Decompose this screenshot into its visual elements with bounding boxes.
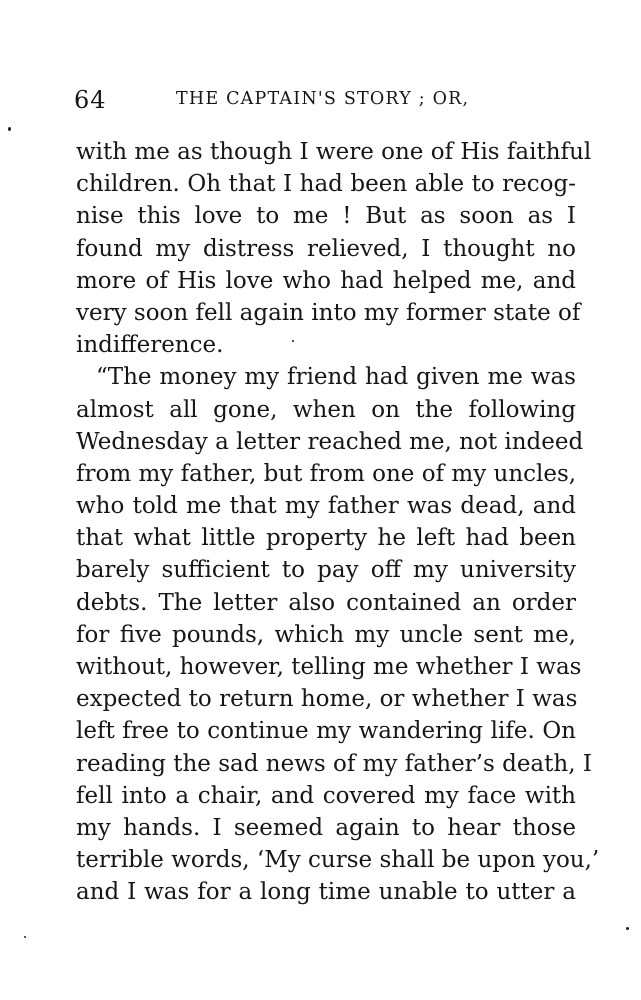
- page-header: [74, 84, 584, 116]
- scan-speck: [8, 127, 11, 131]
- text-line: terrible words, ‘My curse shall be upon you,’: [76, 847, 600, 874]
- running-head: THE CAPTAIN'S STORY ; OR,: [176, 89, 470, 109]
- page-number: 64: [74, 86, 107, 114]
- text-line: children. Oh that I had been able to recog-: [76, 171, 576, 198]
- text-line: indifference.: [76, 332, 224, 359]
- text-line: that what little property he left had been: [76, 525, 576, 552]
- text-line: expected to return home, or whether I was: [76, 686, 578, 713]
- scan-speck: [292, 340, 294, 342]
- scan-speck: [24, 936, 26, 938]
- text-line: with me as though I were one of His faithful: [76, 139, 592, 165]
- text-line: barely sufficient to pay off my university: [76, 557, 576, 584]
- text-line: my hands. I seemed again to hear those: [76, 814, 576, 841]
- text-line: left free to continue my wandering life. On: [76, 718, 576, 745]
- body-text: [76, 136, 600, 909]
- text-line: for five pounds, which my uncle sent me,: [76, 621, 576, 648]
- text-line: reading the sad news of my father’s death, I: [76, 750, 592, 777]
- text-line: more of His love who had helped me, and: [76, 267, 576, 294]
- text-line: nise this love to me ! But as soon as I: [76, 203, 576, 230]
- text-line: and I was for a long time unable to utter a: [76, 879, 576, 906]
- text-line: from my father, but from one of my uncles,: [76, 460, 577, 487]
- scan-speck: [626, 927, 629, 930]
- text-line: almost all gone, when on the following: [76, 396, 576, 423]
- text-line: very soon fell again into my former state of: [76, 299, 581, 326]
- text-line: fell into a chair, and covered my face with: [76, 782, 576, 809]
- text-line: debts. The letter also contained an order: [76, 589, 576, 616]
- text-line: without, however, telling me whether I was: [76, 654, 582, 680]
- text-line: who told me that my father was dead, and: [76, 493, 576, 520]
- text-line: “The money my friend had given me was: [96, 364, 576, 391]
- text-line: found my distress relieved, I thought no: [76, 235, 576, 262]
- text-line: Wednesday a letter reached me, not indeed: [76, 428, 584, 455]
